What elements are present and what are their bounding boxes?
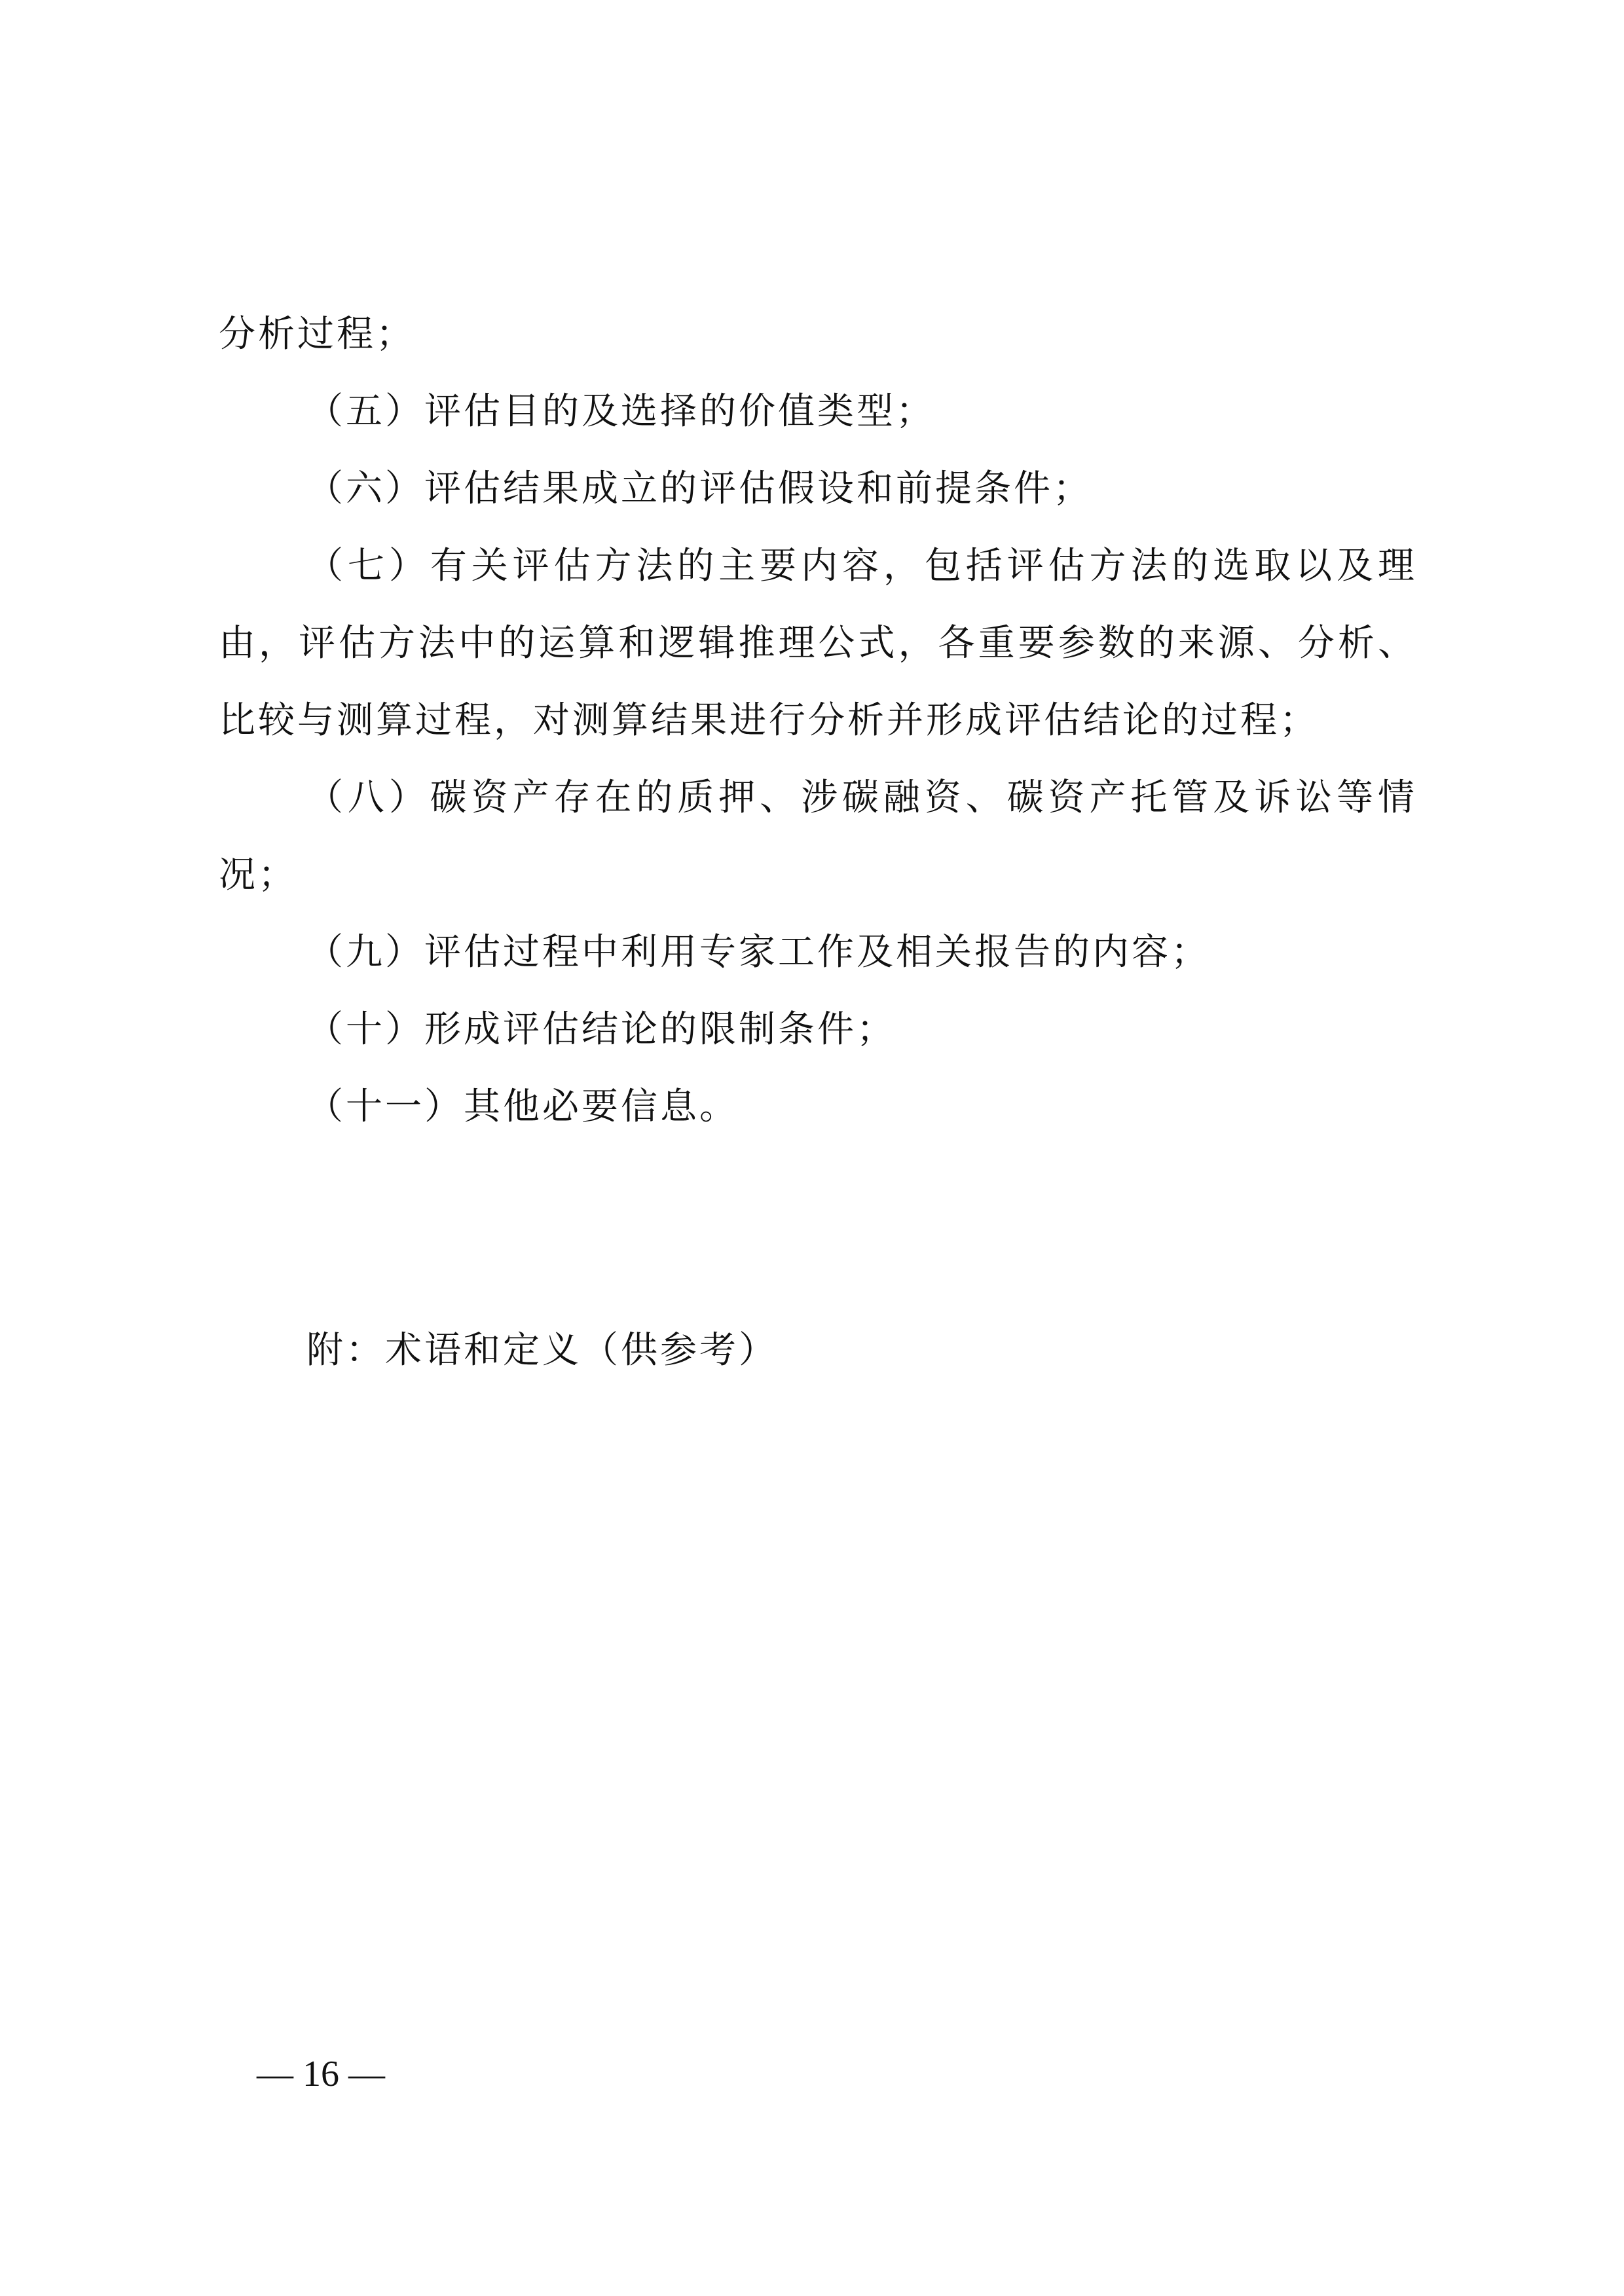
paragraph-continuation: 分析过程； [219,313,415,355]
attachment-note: 附：术语和定义（供参考） [306,1329,778,1372]
paragraph-item-9: （九）评估过程中利用专家工作及相关报告的内容； [306,931,1210,974]
paragraph-item-6: （六）评估结果成立的评估假设和前提条件； [306,467,1092,510]
paragraph-item-7: （七）有关评估方法的主要内容，包括评估方法的选取以及理由，评估方法中的运算和逻辑推理公式，各重要参数的来源、分析、比较与测算过程，对测算结果进行分析并形成评估结论的过程； [219,545,1417,742]
document-body [219,296,1417,1146]
paragraph-item-10: （十）形成评估结论的限制条件； [306,1008,896,1051]
paragraph-item-8: （八）碳资产存在的质押、涉碳融资、碳资产托管及诉讼等情况； [219,776,1417,896]
paragraph-item-5: （五）评估目的及选择的价值类型； [306,390,935,433]
page-number: — 16 — [257,2054,385,2094]
paragraph-item-11: （十一）其他必要信息。 [306,1085,739,1128]
